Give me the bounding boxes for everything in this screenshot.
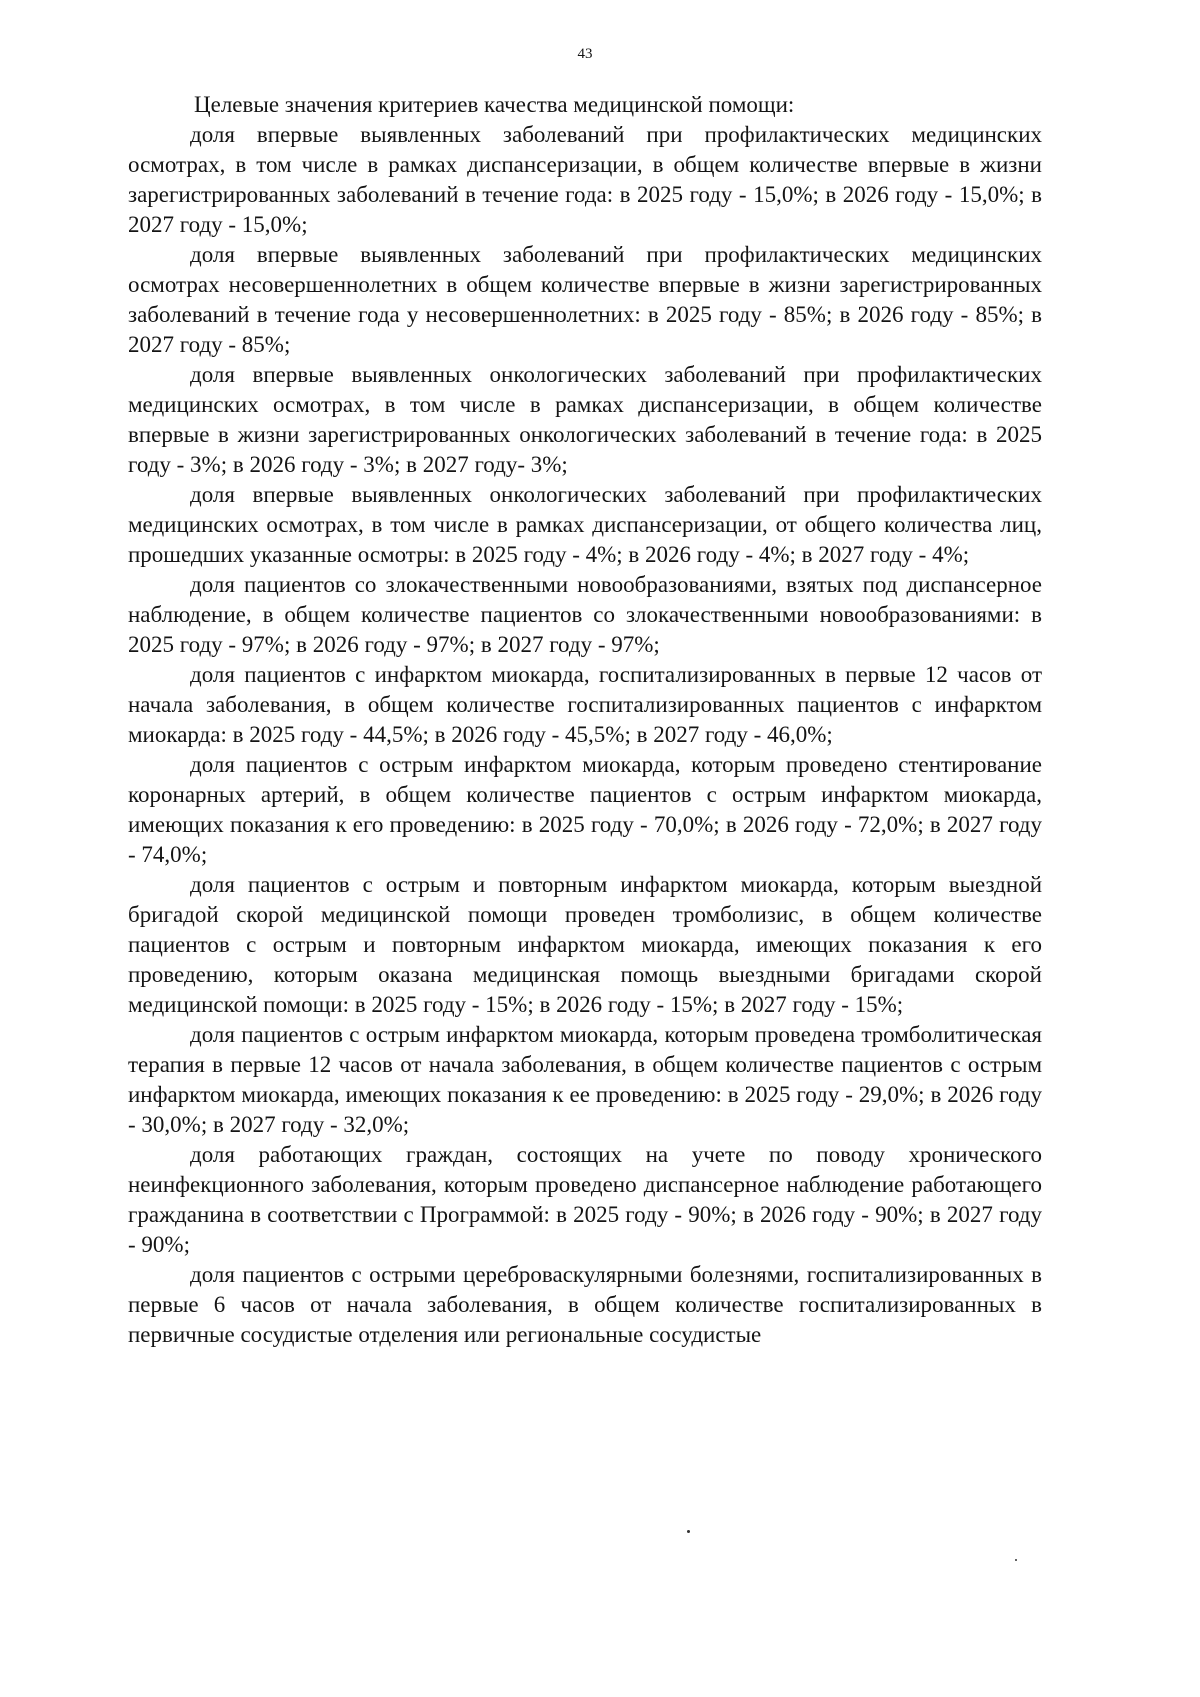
document-body (128, 90, 1042, 1350)
page-number: 43 (577, 46, 593, 62)
criterion-paragraph: доля впервые выявленных заболеваний при профилактических медицинских осмотрах несовершеннолетних в общем количестве впервые в жизни зарегистрированных заболеваний в течение года у несовершеннолетних: в 2025 году - 85%; в 2026 году - 85%; в 2027 году - 85%; (128, 242, 1042, 357)
criterion-paragraph: доля работающих граждан, состоящих на учете по поводу хронического неинфекционного заболевания, которым проведено диспансерное наблюдение работающего гражданина в соответствии с Программой: в 2025 году - 90%; в 2026 году - 90%; в 2027 году - 90%; (128, 1142, 1042, 1257)
criterion-paragraph: доля впервые выявленных заболеваний при профилактических медицинских осмотрах, в том числе в рамках диспансеризации, в общем количестве впервые в жизни зарегистрированных заболеваний в течение года: в 2025 году - 15,0%; в 2026 году - 15,0%; в 2027 году - 15,0%; (128, 122, 1042, 237)
criterion-paragraph: доля пациентов с инфарктом миокарда, госпитализированных в первые 12 часов от начала заболевания, в общем количестве госпитализированных пациентов с инфарктом миокарда: в 2025 году - 44,5%; в 2026 году - 45,5%; в 2027 году - 46,0%; (128, 662, 1042, 747)
scan-speck (1015, 1559, 1017, 1561)
scan-speck (687, 1530, 690, 1533)
criterion-paragraph: доля пациентов с острым инфарктом миокарда, которым проведено стентирование коронарных артерий, в общем количестве пациентов с острым инфарктом миокарда, имеющих показания к его проведению: в 2025 году - 70,0%; в 2026 году - 72,0%; в 2027 году - 74,0%; (128, 752, 1042, 867)
section-heading: Целевые значения критериев качества медицинской помощи: (194, 92, 795, 117)
criterion-paragraph: доля впервые выявленных онкологических заболеваний при профилактических медицинских осмотрах, в том числе в рамках диспансеризации, от общего количества лиц, прошедших указанные осмотры: в 2025 году - 4%; в 2026 году - 4%; в 2027 году - 4%; (128, 482, 1042, 567)
criterion-paragraph: доля пациентов с острым инфарктом миокарда, которым проведена тромболитическая терапия в первые 12 часов от начала заболевания, в общем количестве пациентов с острым инфарктом миокарда, имеющих показания к ее проведению: в 2025 году - 29,0%; в 2026 году - 30,0%; в 2027 году - 32,0%; (128, 1022, 1042, 1137)
criterion-paragraph: доля пациентов с острыми цереброваскулярными болезнями, госпитализированных в первые 6 часов от начала заболевания, в общем количестве госпитализированных в первичные сосудистые отделения или региональные сосудистые (128, 1262, 1042, 1347)
criterion-paragraph: доля впервые выявленных онкологических заболеваний при профилактических медицинских осмотрах, в том числе в рамках диспансеризации, в общем количестве впервые в жизни зарегистрированных онкологических заболеваний в течение года: в 2025 году - 3%; в 2026 году - 3%; в 2027 году- 3%; (128, 362, 1042, 477)
criterion-paragraph: доля пациентов со злокачественными новообразованиями, взятых под диспансерное наблюдение, в общем количестве пациентов со злокачественными новообразованиями: в 2025 году - 97%; в 2026 году - 97%; в 2027 году - 97%; (128, 572, 1042, 657)
criterion-paragraph: доля пациентов с острым и повторным инфарктом миокарда, которым выездной бригадой скорой медицинской помощи проведен тромболизис, в общем количестве пациентов с острым и повторным инфарктом миокарда, имеющих показания к его проведению, которым оказана медицинская помощь выездными бригадами скорой медицинской помощи: в 2025 году - 15%; в 2026 году - 15%; в 2027 году - 15%; (128, 872, 1042, 1017)
